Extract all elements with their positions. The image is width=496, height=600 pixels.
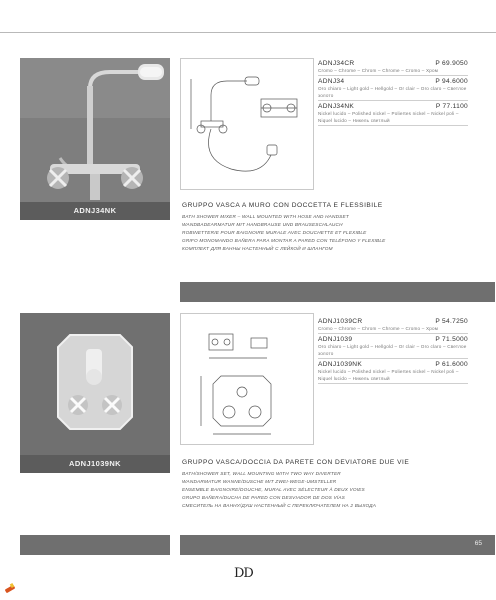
technical-drawing-2: [180, 313, 314, 445]
description-line: GRUPO BAÑERA/DUCHA DE PARED CON DESVIADOR DE DOS VÍAS: [182, 495, 345, 500]
product-price: P 69.9050: [435, 60, 468, 67]
description-line: BATH SHOWER MIXER – WALL MOUNTED WITH HOSE AND HANDSET: [182, 214, 349, 219]
product-code: ADNJ1039NK: [318, 361, 363, 368]
faucet-image: [20, 313, 170, 455]
description-line: GRIFO MONOMANDO BAÑERA PARA MONTAR A PARED CON TELÉFONO Y FLEXIBLE: [182, 238, 386, 243]
footer-bar-right: [180, 535, 495, 555]
product-code: ADNJ34NK: [318, 103, 355, 110]
brand-logo: DD: [234, 566, 253, 581]
description-line: WANDBADEARMATUR MIT HANDBRAUSE UND BRAUSESCHLAUCH: [182, 222, 343, 227]
finish-description: Oro chiaro – Light gold – Hellgold – Or clair – Oro claro – Светлое золото: [318, 343, 468, 359]
product-code: ADNJ1039CR: [318, 318, 363, 325]
code-list-1: [318, 58, 468, 126]
code-row: [318, 336, 468, 343]
description-line: ENSEMBLE BAIGNOIRE/DOUCHE, MURAL AVEC SÉLECTEUR À DEUX VOIES: [182, 487, 365, 492]
code-row: [318, 318, 468, 325]
product-code: ADNJ34: [318, 78, 345, 85]
product-code: ADNJ1039: [318, 336, 353, 343]
product-title-1: GRUPPO VASCA A MURO CON DOCCETTA E FLESSIBILE: [182, 202, 383, 209]
top-rule: [0, 32, 496, 33]
footer-bar-left: [20, 535, 170, 555]
description-line: КОМПЛЕКТ ДЛЯ ВАННЫ НАСТЕННЫЙ С ЛЕЙКОЙ И ШЛАНГОМ: [182, 246, 333, 251]
product-photo-1: [20, 58, 170, 202]
product-name-1: ADNJ34NK: [20, 202, 170, 220]
finish-description: Nickel lucido – Polished nickel – Poliertes nickel – Nickel poli – Niquel lucido – Никель светлый: [318, 110, 468, 126]
faucet-image: [20, 58, 170, 202]
description-line: BATH/SHOWER SET, WALL MOUNTING WITH TWO WAY DIVERTER: [182, 471, 341, 476]
product-name-2: ADNJ1039NK: [20, 455, 170, 473]
product-price: P 77.1100: [435, 103, 468, 110]
finish-description: Cromo – Chrome – Chrom – Chrome – Cromo – Хром: [318, 325, 468, 334]
description-line: СМЕСИТЕЛЬ НА ВАННУ/ДУШ НАСТЕННЫЙ С ПЕРЕКЛЮЧАТЕЛЕМ НА 2 ВЫХОДА: [182, 503, 377, 508]
product-price: P 61.6000: [435, 361, 468, 368]
finish-description: Cromo – Chrome – Chrom – Chrome – Cromo – Хром: [318, 67, 468, 76]
product-descriptions-2: [182, 470, 482, 510]
pencil-icon[interactable]: [4, 582, 16, 594]
product-descriptions-1: [182, 213, 482, 253]
product-title-2: GRUPPO VASCA/DOCCIA DA PARETE CON DEVIATORE DUE VIE: [182, 459, 410, 466]
finish-description: Oro chiaro – Light gold – Hellgold – Or clair – Oro claro – Светлое золото: [318, 85, 468, 101]
code-list-2: [318, 316, 468, 384]
product-code: ADNJ34CR: [318, 60, 355, 67]
section-divider-bar: [180, 282, 495, 302]
description-line: WANDARMATUR WANNE/DUSCHE MIT ZWEI-WEGE-UMSTELLER: [182, 479, 337, 484]
product-price: P 54.7250: [435, 318, 468, 325]
page-number: 65: [474, 540, 482, 547]
technical-drawing-1: [180, 58, 314, 190]
dimension-drawing: [181, 314, 313, 444]
product-photo-2: [20, 313, 170, 455]
code-row: [318, 78, 468, 85]
product-price: P 71.5000: [435, 336, 468, 343]
finish-description: Nickel lucido – Polished nickel – Poliertes nickel – Nickel poli – Niquel lucido – Никель светлый: [318, 368, 468, 384]
code-row: [318, 103, 468, 110]
code-row: [318, 60, 468, 67]
description-line: ROBINETTERIE POUR BAIGNOIRE MURALE AVEC DOUCHETTE ET FLEXIBLE: [182, 230, 367, 235]
code-row: [318, 361, 468, 368]
product-price: P 94.6000: [435, 78, 468, 85]
dimension-drawing: [181, 59, 313, 189]
